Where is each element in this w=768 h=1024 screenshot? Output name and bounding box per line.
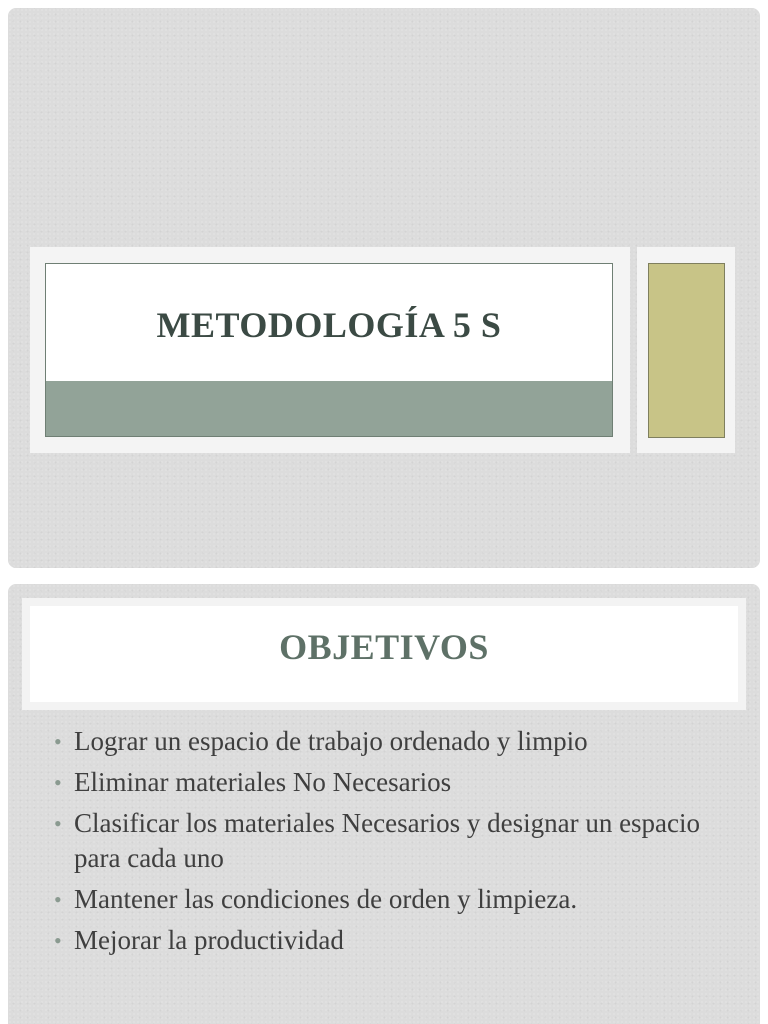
bullet-icon: • [54,928,62,953]
title-box [45,263,613,437]
objetivos-list [54,724,734,964]
slide-objetivos [8,584,760,1024]
accent-frame [637,247,735,453]
list-item [54,765,734,800]
bullet-icon: • [54,729,62,754]
list-item-text: Clasificar los materiales Necesarios y designar un espacio para cada uno [74,808,701,873]
title-band [46,381,612,436]
objetivos-header [22,598,746,710]
list-item [54,923,734,958]
list-item [54,882,734,917]
bullet-icon: • [54,770,62,795]
list-item-text: Eliminar materiales No Necesarios [74,767,452,797]
accent-box [648,263,725,438]
slide-title [8,8,760,568]
bullet-icon: • [54,811,62,836]
list-item-text: Mejorar la productividad [74,925,344,955]
list-item [54,724,734,759]
objetivos-title: OBJETIVOS [279,627,489,667]
bullet-icon: • [54,887,62,912]
list-item [54,806,734,876]
title-frame [30,247,630,453]
list-item-text: Mantener las condiciones de orden y limpieza. [74,884,578,914]
list-item-text: Lograr un espacio de trabajo ordenado y limpio [74,726,588,756]
objetivos-header-inner [30,606,738,702]
slide-title-text: METODOLOGÍA 5 S [156,305,502,345]
